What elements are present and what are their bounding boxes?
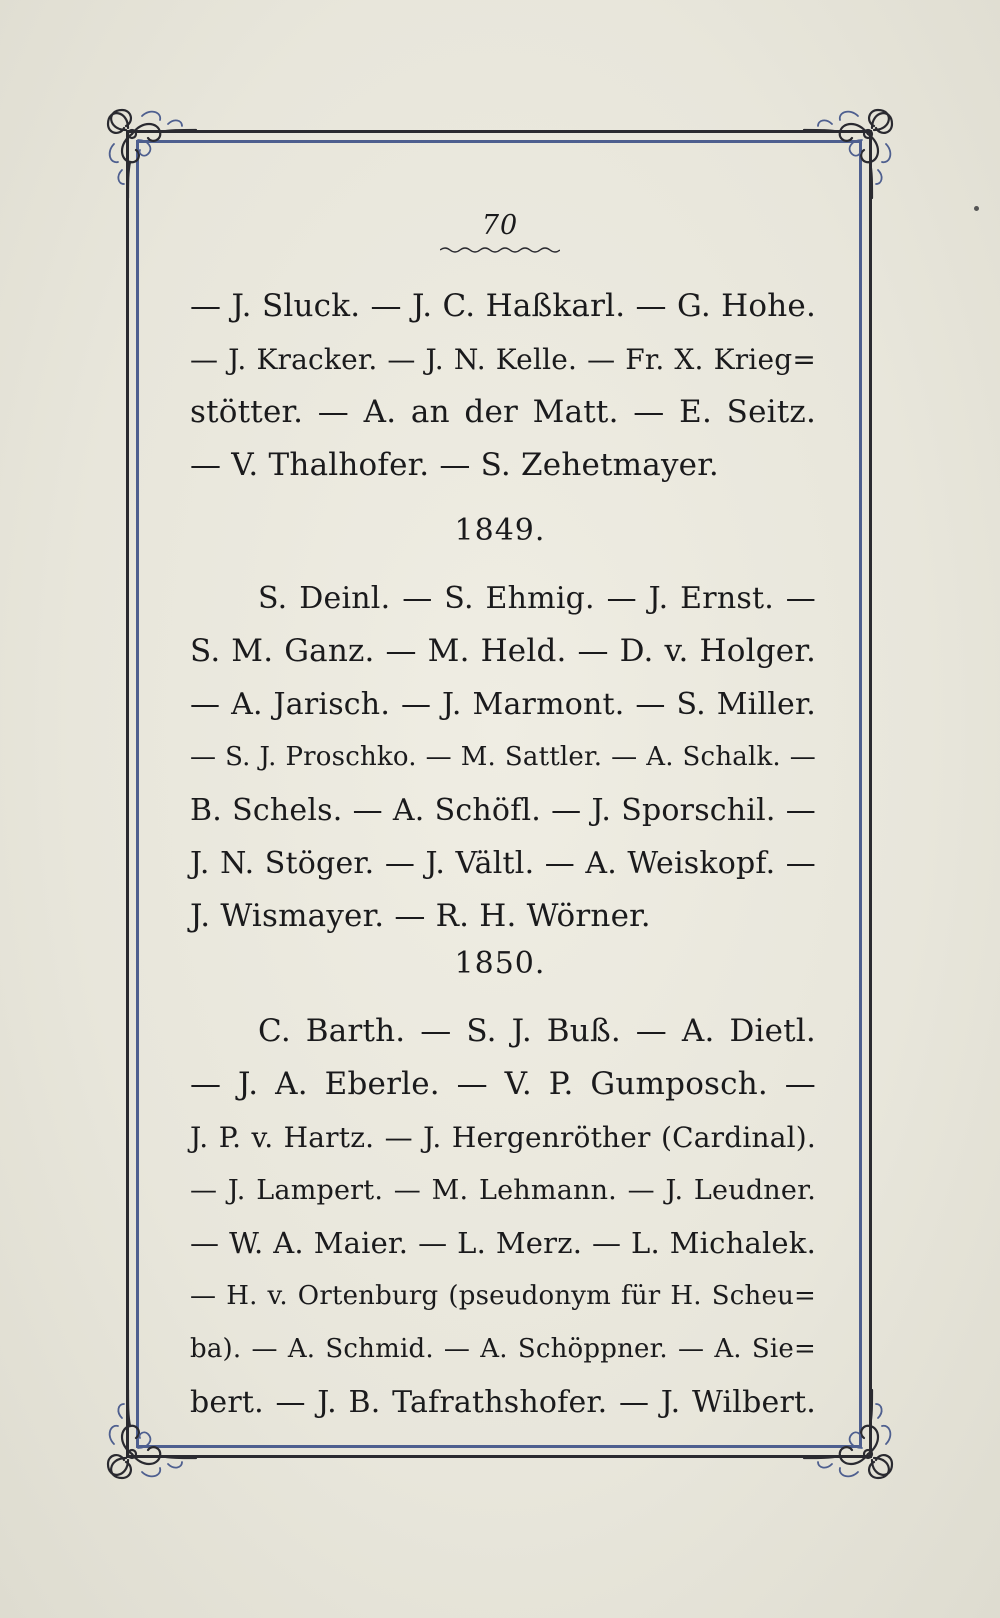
text-line: J. Wismayer. — R. H. Wörner. <box>190 898 651 934</box>
text-line: — A. Jarisch. — J. Marmont. — S. Miller. <box>190 687 816 722</box>
text-line: bert. — J. B. Tafrathshofer. — J. Wilbert. <box>190 1385 816 1420</box>
page-number: 70 <box>481 210 519 241</box>
text-line: — J. Sluck. — J. C. Haßkarl. — G. Hohe. <box>190 288 816 324</box>
text-line: — W. A. Maier. — L. Merz. — L. Michalek. <box>190 1226 816 1260</box>
text-line: — V. Thalhofer. — S. Zehetmayer. <box>190 447 719 483</box>
text-line: — J. Lampert. — M. Lehmann. — J. Leudner. <box>190 1175 816 1206</box>
text-line: — H. v. Ortenburg (pseudonym für H. Scheu= <box>190 1281 816 1311</box>
text-line: — J. Kracker. — J. N. Kelle. — Fr. X. Krieg= <box>190 343 816 376</box>
text-line: — S. J. Proschko. — M. Sattler. — A. Schalk. — <box>190 742 816 772</box>
text-line: ba). — A. Schmid. — A. Schöppner. — A. Sie= <box>190 1334 816 1364</box>
text-line: C. Barth. — S. J. Buß. — A. Dietl. <box>258 1013 816 1049</box>
corner-ornament-icon <box>98 1388 198 1488</box>
year-heading-1850: 1850. <box>454 946 546 981</box>
text-line: J. P. v. Hartz. — J. Hergenröther (Cardinal). <box>190 1121 816 1154</box>
text-line: J. N. Stöger. — J. Vältl. — A. Weiskopf. — <box>190 846 816 881</box>
names-1850 <box>190 1005 816 1429</box>
corner-ornament-icon <box>98 100 198 200</box>
corner-ornament-icon <box>802 1388 902 1488</box>
text-line: stötter. — A. an der Matt. — E. Seitz. <box>190 394 816 430</box>
corner-ornament-icon <box>802 100 902 200</box>
text-line: S. M. Ganz. — M. Held. — D. v. Holger. <box>190 633 816 669</box>
year-heading-1849: 1849. <box>454 513 546 548</box>
names-continued <box>190 280 816 492</box>
text-line: — J. A. Eberle. — V. P. Gumposch. — <box>190 1066 816 1102</box>
text-line: S. Deinl. — S. Ehmig. — J. Ernst. — <box>258 581 816 616</box>
wavy-rule-icon <box>440 246 560 254</box>
paper-speck <box>974 206 979 211</box>
names-1849 <box>190 572 816 943</box>
text-line: B. Schels. — A. Schöfl. — J. Sporschil. — <box>190 793 816 828</box>
